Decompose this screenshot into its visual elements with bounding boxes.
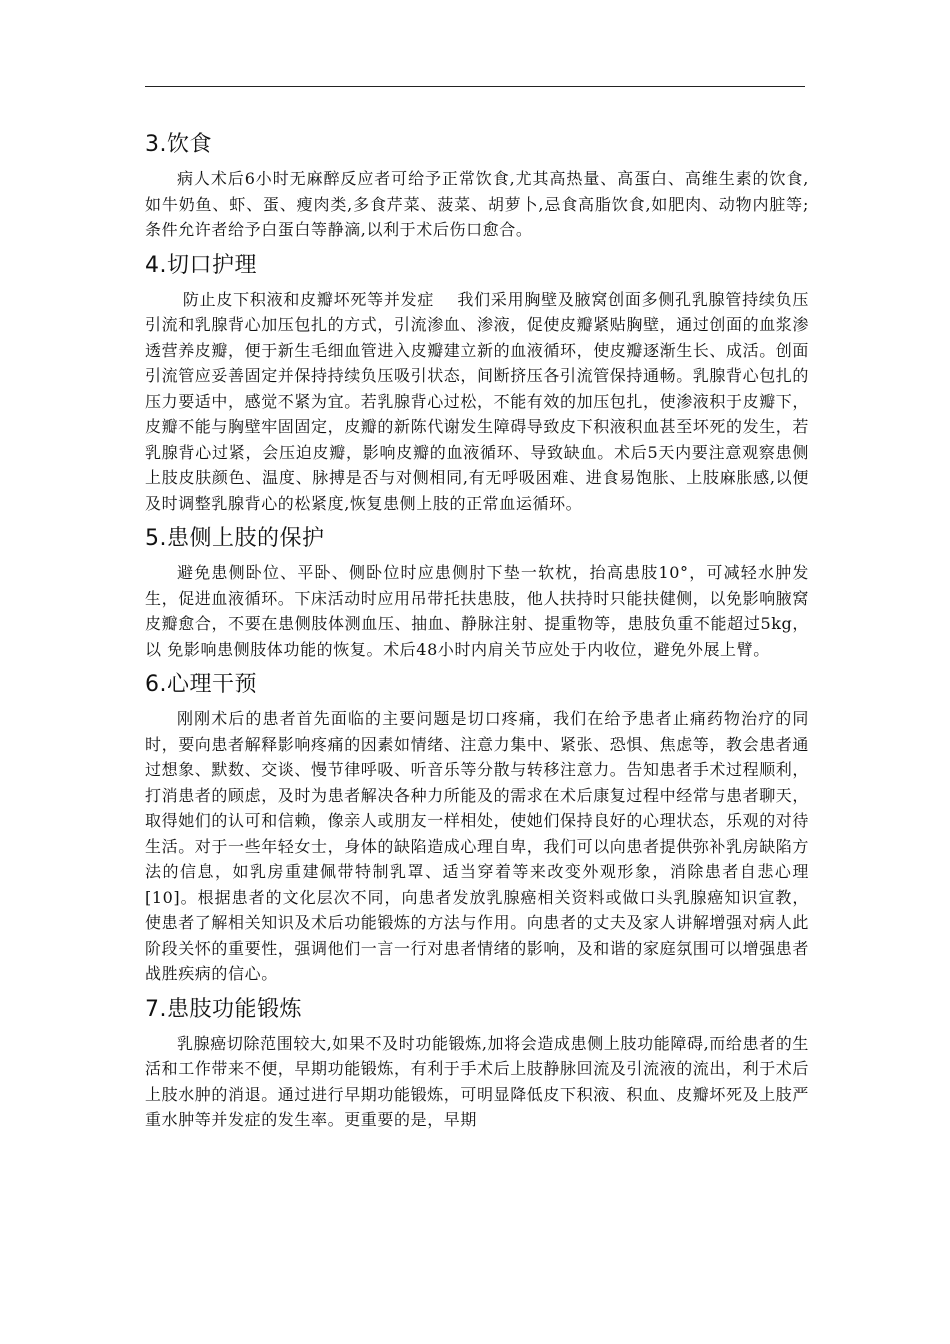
section-psychological-intervention — [145, 670, 809, 987]
section-incision-care — [145, 251, 809, 517]
paragraph: 防止皮下积液和皮瓣坏死等并发症 我们采用胸壁及腋窝创面多侧孔乳腺管持续负压引流和乳腺背心加压包扎的方式，引流渗血、渗液，促使皮瓣紧贴胸壁，通过创面的血浆渗透营养皮瓣，便于新生毛细血管进入皮瓣建立新的血液循环，使皮瓣逐渐生长、成活。创面引流管应妥善固定并保持持续负压吸引状态，间断挤压各引流管保持通畅。乳腺背心包扎的压力要适中，感觉不紧为宜。若乳腺背心过松，不能有效的加压包扎，使渗液积于皮瓣下，皮瓣不能与胸壁牢固固定，皮瓣的新陈代谢发生障碍导致皮下积液积血甚至坏死的发生，若乳腺背心过紧，会压迫皮瓣，影响皮瓣的血液循环、导致缺血。术后5天内要注意观察患侧上肢皮肤颜色、温度、脉搏是否与对侧相同,有无呼吸困难、进食易饱胀、上肢麻胀感,以便及时调整乳腺背心的松紧度,恢复患侧上肢的正常血运循环。 — [145, 289, 810, 513]
paragraph: 刚刚术后的患者首先面临的主要问题是切口疼痛，我们在给予患者止痛药物治疗的同时，要向患者解释影响疼痛的因素如情绪、注意力集中、紧张、恐惧、焦虑等，教会患者通过想象、默数、交谈、慢节律呼吸、听音乐等分散与转移注意力。告知患者手术过程顺利，打消患者的顾虑，及时为患者解决各种力所能及的需求在术后康复过程中经常与患者聊天，取得她们的认可和信赖，像亲人或朋友一样相处，使她们保持良好的心理状态，乐观的对待生活。对于一些年轻女士，身体的缺陷造成心理自卑，我们可以向患者提供弥补乳房缺陷方法的信息，如乳房重建佩带特制乳罩、适当穿着等来改变外观形象，消除患者自悲心理[10]。根据患者的文化层次不同，向患者发放乳腺癌相关资料或做口头乳腺癌知识宣教，使患者了解相关知识及术后功能锻炼的方法与作用。向患者的丈夫及家人讲解增强对病人此阶段关怀的重要性，强调他们一言一行对患者情绪的影响，及和谐的家庭氛围可以增强患者战胜疾病的信心。 — [145, 709, 810, 983]
paragraph: 病人术后6小时无麻醉反应者可给予正常饮食,尤其高热量、高蛋白、高维生素的饮食,如牛奶鱼、虾、蛋、瘦肉类,多食芹菜、菠菜、胡萝卜,忌食高脂饮食,如肥肉、动物内脏等;条件允许者给予白蛋白等静滴,以利于术后伤口愈合。 — [145, 169, 809, 239]
section-heading: 7.患肢功能锻炼 — [145, 996, 302, 1022]
section-heading: 3.饮食 — [145, 132, 212, 157]
document-body — [145, 130, 809, 1141]
section-heading: 5.患侧上肢的保护 — [145, 526, 325, 551]
section-limb-exercise — [145, 995, 809, 1133]
paragraph: 避免患侧卧位、平卧、侧卧位时应患侧肘下垫一软枕，抬高患肢10°，可减轻水肿发生，促进血液循环。下床活动时应用吊带托扶患肢，他人扶持时只能扶健侧，以免影响腋窝皮瓣愈合，不要在患侧肢体测血压、抽血、静脉注射、提重物等，患肢负重不能超过5kg，以 免影响患侧肢体功能的恢复。术后48小时内肩关节应处于内收位，避免外展上臂。 — [145, 563, 810, 659]
section-heading: 4.切口护理 — [145, 252, 257, 278]
paragraph: 乳腺癌切除范围较大,如果不及时功能锻炼,加将会造成患侧上肢功能障碍,而给患者的生活和工作带来不便，早期功能锻炼，有利于手术后上肢静脉回流及引流液的流出，利于术后上肢水肿的消退。通过进行早期功能锻炼，可明显降低皮下积液、积血、皮瓣坏死及上肢严重水肿等并发症的发生率。更重要的是，早期 — [145, 1033, 810, 1129]
header-rule — [145, 86, 805, 87]
section-limb-protection — [145, 524, 809, 662]
section-diet — [145, 130, 809, 243]
section-heading: 6.心理干预 — [145, 672, 257, 697]
